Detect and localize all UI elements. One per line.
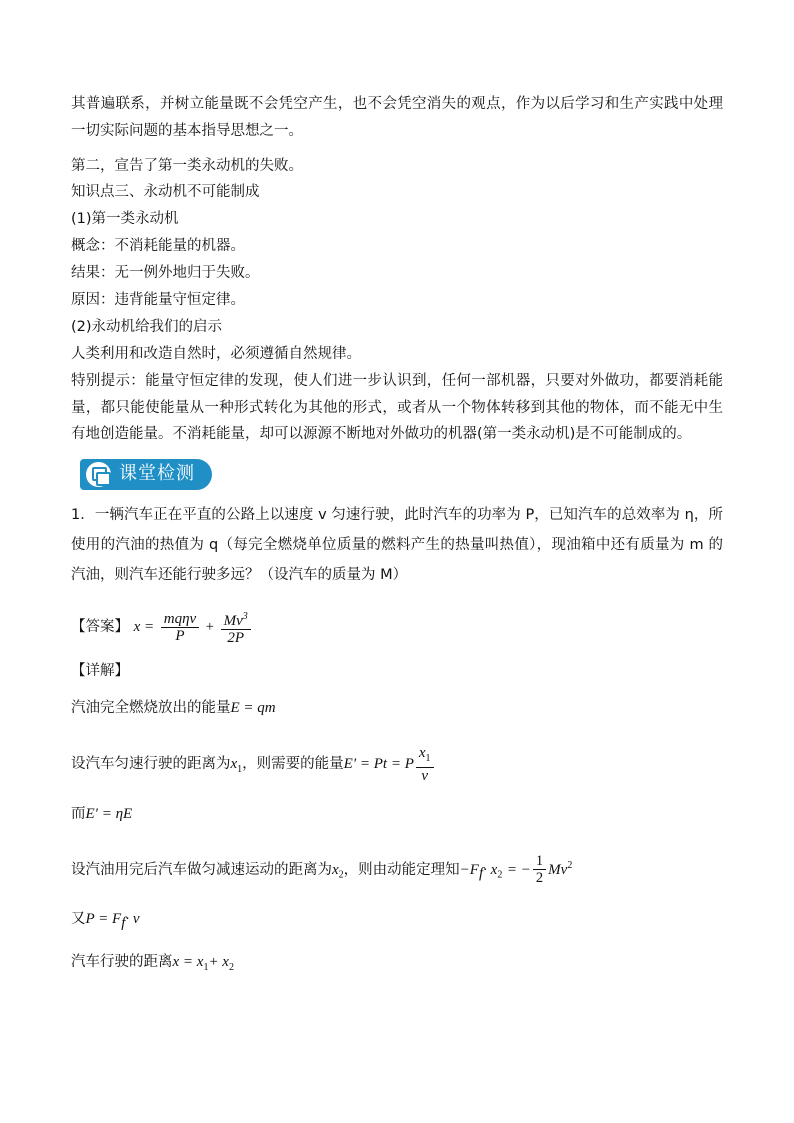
detail-step-1: 汽油完全燃烧放出的能量E = qm — [71, 700, 276, 716]
detail-step-2: 设汽车匀速行驶的距离为$x_1$，则需要的能量E′ = Pt = P $\frac{x_1}{v}$ — [71, 744, 436, 790]
answer-f2-den: 2P — [227, 629, 244, 646]
step4-fraction: $\frac{1}{2}$ — [533, 853, 546, 886]
answer-label: 【答案】 — [71, 619, 129, 635]
result-line: 结果：无一例外地归于失败。 — [71, 265, 260, 281]
revelation-line: 人类利用和改造自然时，必须遵循自然规律。 — [71, 346, 361, 362]
detail-step-5: 又$P = F_f\cdot v$ — [71, 911, 140, 931]
detail-step-6: 汽车行驶的距离$x = x_1+ x_2$ — [71, 954, 234, 973]
answer-f2-num: Mv$^3$ — [221, 609, 251, 630]
answer-lhs: x = — [133, 619, 155, 635]
question-text: 1．一辆汽车正在平直的公路上以速度 v 匀速行驶，此时汽车的功率为 P，已知汽车的总效率为 η，所使用的汽油的热值为 q（每完全燃烧单位质量的燃料产生的热量叫热值），现油箱中还有质量为 m 的汽油，则汽车还能行驶多远？（设汽车的质量为 M） — [71, 507, 723, 583]
intro-paragraph-1: 其普遍联系，并树立能量既不会凭空产生，也不会凭空消失的观点，作为以后学习和生产实践中处理一切实际问题的基本指导思想之一。 — [71, 96, 723, 139]
banner-label: 课堂检测 — [119, 463, 195, 484]
sub-heading-1: (1)第一类永动机 — [71, 211, 179, 227]
section-banner — [80, 459, 212, 490]
detail-step-3: 而E′ = ηE — [71, 806, 133, 822]
answer-f1-num: mqηv — [161, 611, 199, 628]
answer-fraction-1 — [161, 611, 199, 644]
intro-line-2: 第二，宣告了第一类永动机的失败。 — [71, 158, 303, 174]
section-heading: 知识点三、永动机不可能制成 — [71, 184, 260, 200]
answer-fraction-2 — [221, 609, 251, 646]
copy-icon — [84, 460, 113, 489]
detail-step-4: 设汽油用完后汽车做匀减速运动的距离为$x_2$，则由动能定理知$-F_f\cdot x_2$ = − $\frac{1}{2}$ Mv$^2$ — [71, 853, 573, 887]
special-note: 特别提示：能量守恒定律的发现，使人们进一步认识到，任何一部机器，只要对外做功，都要消耗能量，都只能使能量从一种形式转化为其他的形式，或者从一个物体转移到其他的物体，而不能无中生有地创造能量。不消耗能量，却可以源源不断地对外做功的机器(第一类永动机)是不可能制成的。 — [71, 373, 723, 442]
answer-plus: + — [205, 619, 214, 635]
step2-fraction: $\frac{x_1}{v}$ — [416, 745, 434, 784]
sub-heading-2: (2)永动机给我们的启示 — [71, 319, 223, 335]
detail-label: 【详解】 — [71, 663, 129, 679]
concept-line: 概念：不消耗能量的机器。 — [71, 238, 245, 254]
answer-line — [71, 606, 253, 648]
reason-line: 原因：违背能量守恒定律。 — [71, 292, 245, 308]
answer-f1-den: P — [175, 627, 185, 644]
